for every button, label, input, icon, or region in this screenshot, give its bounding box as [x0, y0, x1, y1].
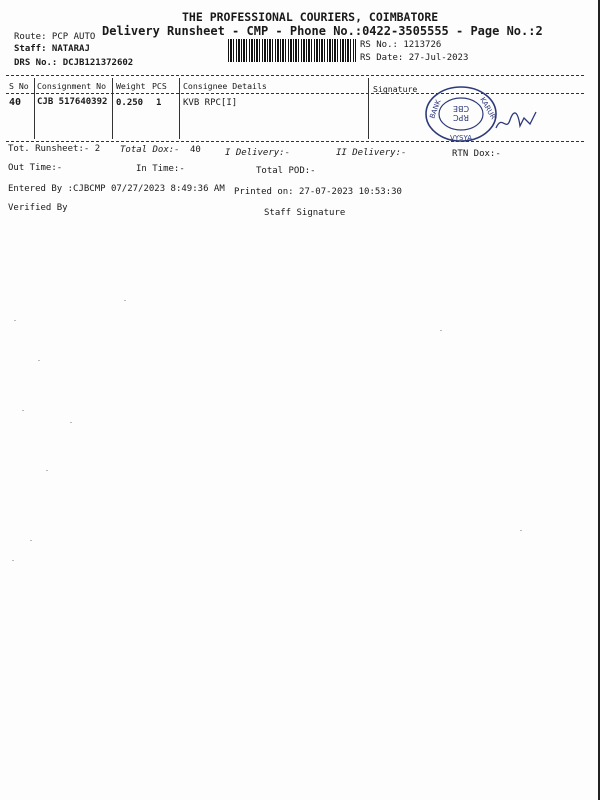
route-info: Route: PCP AUTO	[14, 32, 96, 42]
total-dox-value: 40	[190, 145, 201, 155]
drs-number: DRS No.: DCJB121372602	[14, 58, 134, 68]
row-sno: 40	[9, 97, 22, 108]
scan-speck	[124, 300, 126, 301]
rs-number: RS No.: 1213726	[360, 40, 442, 50]
scan-speck	[12, 560, 14, 561]
rtn-dox: RTN Dox:-	[452, 149, 501, 159]
in-time: In Time:-	[136, 164, 185, 174]
scan-speck	[520, 530, 522, 531]
staff-signature: Staff Signature	[264, 208, 346, 218]
scan-speck	[22, 410, 24, 411]
svg-text:VYSYA: VYSYA	[449, 134, 473, 142]
entered-by: Entered By :CJBCMP 07/27/2023 8:49:36 AM	[8, 184, 225, 194]
total-dox-label: Total Dox:-	[120, 145, 180, 155]
scan-speck	[14, 320, 16, 321]
col-header-pcs: PCS	[152, 81, 167, 91]
out-time: Out Time:-	[8, 163, 63, 173]
svg-text:KARUR: KARUR	[478, 96, 498, 121]
scan-speck	[38, 360, 40, 361]
bank-seal-stamp	[424, 85, 498, 143]
row-weight: 0.250	[116, 98, 144, 108]
row-consignee: KVB RPC[I]	[183, 98, 238, 108]
col-header-sno: S No	[9, 81, 29, 91]
barcode	[228, 39, 356, 62]
row-pcs: 1	[156, 98, 162, 108]
scan-speck	[30, 540, 32, 541]
company-title: THE PROFESSIONAL COURIERS, COIMBATORE	[182, 10, 439, 24]
col-header-consignment: Consignment No	[37, 81, 107, 91]
ii-delivery: II Delivery:-	[336, 148, 407, 158]
verified-by: Verified By	[8, 203, 68, 213]
printed-on: Printed on: 27-07-2023 10:53:30	[234, 187, 402, 197]
col-header-consignee: Consignee Details	[183, 81, 267, 91]
scan-speck	[46, 470, 48, 471]
col-divider	[368, 78, 369, 139]
total-pod: Total POD:-	[256, 166, 316, 176]
scan-speck	[440, 330, 442, 331]
signature-scribble	[494, 108, 538, 134]
col-divider	[179, 78, 180, 139]
runsheet-subtitle: Delivery Runsheet - CMP - Phone No.:0422-3505555 - Page No.:2	[102, 24, 543, 38]
row-consignment-no: CJB 517640392	[37, 97, 108, 107]
i-delivery: I Delivery:-	[225, 148, 291, 158]
svg-text:RPC: RPC	[453, 113, 469, 122]
table-top-rule	[6, 75, 584, 76]
col-header-weight: Weight	[116, 81, 146, 91]
col-divider	[34, 78, 35, 139]
col-header-signature: Signature	[373, 84, 418, 94]
col-divider	[112, 78, 113, 139]
scan-speck	[70, 422, 72, 423]
total-runsheet: Tot. Runsheet:- 2	[8, 144, 101, 154]
rs-date: RS Date: 27-Jul-2023	[360, 53, 469, 63]
svg-text:BANK: BANK	[428, 98, 443, 120]
staff-info: Staff: NATARAJ	[14, 44, 90, 54]
svg-text:CBE: CBE	[452, 104, 470, 113]
